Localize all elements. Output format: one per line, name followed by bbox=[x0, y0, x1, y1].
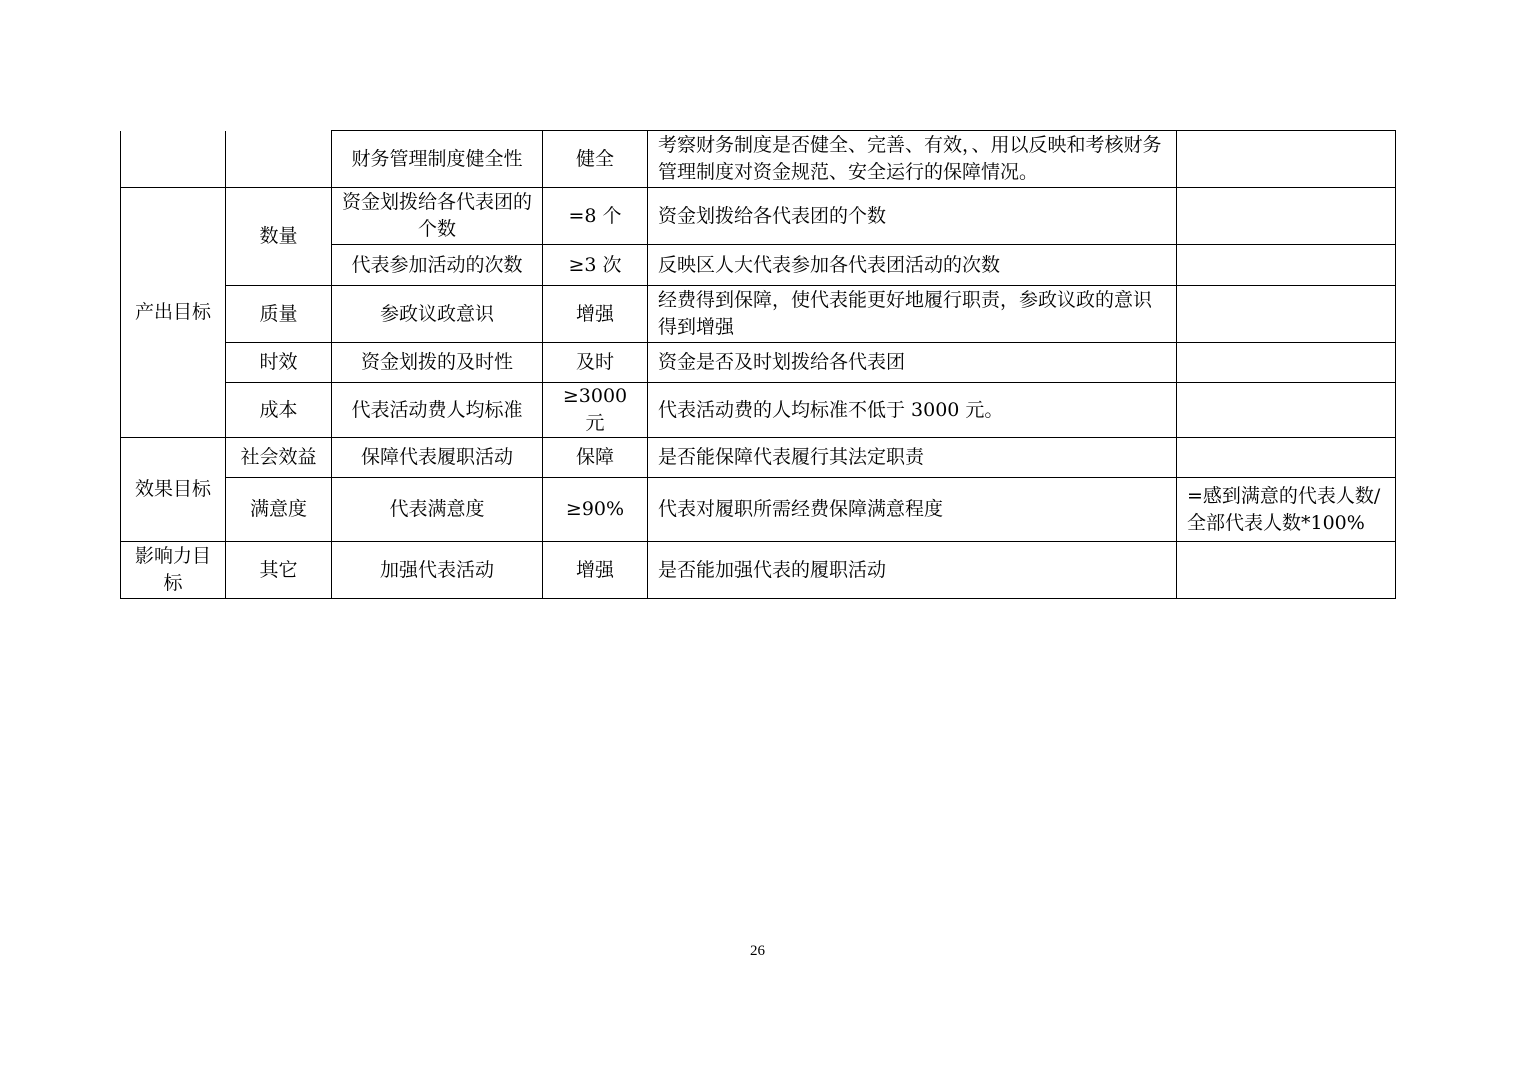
subcategory-other: 其它 bbox=[226, 542, 332, 599]
description-cell: 是否能保障代表履行其法定职责 bbox=[648, 438, 1177, 478]
subcategory-satisfaction: 满意度 bbox=[226, 478, 332, 542]
table-row bbox=[121, 478, 1396, 542]
category-cell-continued bbox=[121, 131, 226, 188]
page-number: 26 bbox=[750, 943, 765, 959]
subcategory-cost: 成本 bbox=[226, 383, 332, 438]
target-value-cell: ≥3000 元 bbox=[543, 383, 648, 438]
table-row bbox=[121, 438, 1396, 478]
target-value-cell: 保障 bbox=[543, 438, 648, 478]
target-value-cell: ≥90% bbox=[543, 478, 648, 542]
note-cell: =感到满意的代表人数/全部代表人数*100% bbox=[1177, 478, 1396, 542]
performance-indicator-table bbox=[120, 130, 1396, 599]
note-cell bbox=[1177, 383, 1396, 438]
note-cell bbox=[1177, 542, 1396, 599]
indicator-cell: 参政议政意识 bbox=[332, 286, 543, 343]
description-cell: 资金是否及时划拨给各代表团 bbox=[648, 343, 1177, 383]
subcategory-timeliness: 时效 bbox=[226, 343, 332, 383]
category-output: 产出目标 bbox=[121, 188, 226, 438]
note-cell bbox=[1177, 245, 1396, 286]
table-row bbox=[121, 188, 1396, 245]
subcategory-quality: 质量 bbox=[226, 286, 332, 343]
target-value-cell: 增强 bbox=[543, 286, 648, 343]
subcategory-social: 社会效益 bbox=[226, 438, 332, 478]
target-value-cell: =8 个 bbox=[543, 188, 648, 245]
table-row bbox=[121, 383, 1396, 438]
note-cell bbox=[1177, 438, 1396, 478]
indicator-cell: 代表满意度 bbox=[332, 478, 543, 542]
subcategory-cell-continued bbox=[226, 131, 332, 188]
note-cell bbox=[1177, 131, 1396, 188]
indicator-cell: 保障代表履职活动 bbox=[332, 438, 543, 478]
note-cell bbox=[1177, 343, 1396, 383]
description-cell: 是否能加强代表的履职活动 bbox=[648, 542, 1177, 599]
description-cell: 反映区人大代表参加各代表团活动的次数 bbox=[648, 245, 1177, 286]
description-cell: 经费得到保障，使代表能更好地履行职责，参政议政的意识得到增强 bbox=[648, 286, 1177, 343]
subcategory-quantity: 数量 bbox=[226, 188, 332, 286]
indicator-cell: 财务管理制度健全性 bbox=[332, 131, 543, 188]
note-cell bbox=[1177, 286, 1396, 343]
table-row bbox=[121, 131, 1396, 188]
indicator-cell: 资金划拨给各代表团的个数 bbox=[332, 188, 543, 245]
indicator-cell: 资金划拨的及时性 bbox=[332, 343, 543, 383]
table-row bbox=[121, 286, 1396, 343]
target-value-cell: 健全 bbox=[543, 131, 648, 188]
description-cell: 考察财务制度是否健全、完善、有效，、用以反映和考核财务管理制度对资金规范、安全运行的保障情况。 bbox=[648, 131, 1177, 188]
target-value-cell: ≥3 次 bbox=[543, 245, 648, 286]
category-effect: 效果目标 bbox=[121, 438, 226, 542]
category-influence: 影响力目标 bbox=[121, 542, 226, 599]
indicator-cell: 代表活动费人均标准 bbox=[332, 383, 543, 438]
table-row bbox=[121, 542, 1396, 599]
description-cell: 代表对履职所需经费保障满意程度 bbox=[648, 478, 1177, 542]
target-value-cell: 及时 bbox=[543, 343, 648, 383]
table-row bbox=[121, 343, 1396, 383]
description-cell: 资金划拨给各代表团的个数 bbox=[648, 188, 1177, 245]
note-cell bbox=[1177, 188, 1396, 245]
description-cell: 代表活动费的人均标准不低于 3000 元。 bbox=[648, 383, 1177, 438]
indicator-cell: 代表参加活动的次数 bbox=[332, 245, 543, 286]
target-value-cell: 增强 bbox=[543, 542, 648, 599]
indicator-cell: 加强代表活动 bbox=[332, 542, 543, 599]
